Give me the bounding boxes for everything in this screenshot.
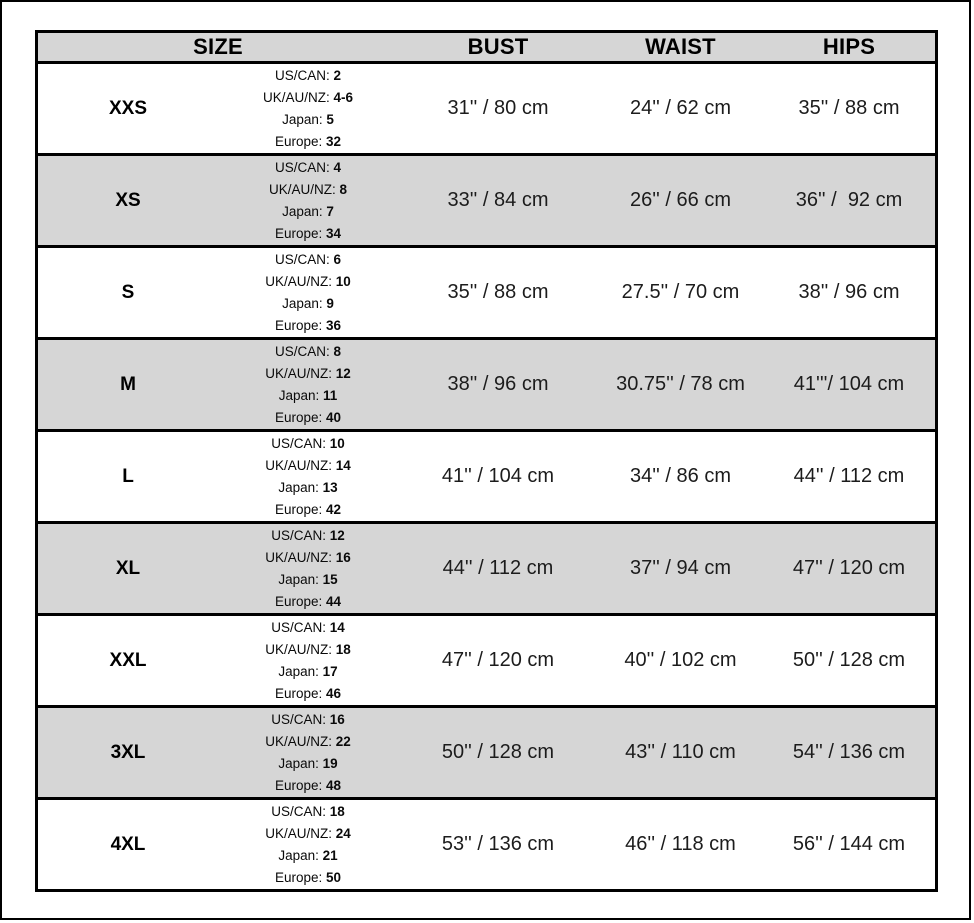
region-line <box>218 683 398 705</box>
region-sizes <box>218 617 398 705</box>
region-label: Japan: <box>278 571 319 587</box>
size-label: XL <box>115 557 141 579</box>
region-value: 46 <box>326 685 342 701</box>
region-line <box>218 179 398 201</box>
region-value: 10 <box>329 435 345 451</box>
region-value: 2 <box>333 67 342 83</box>
region-value: 12 <box>329 527 345 543</box>
region-label: Japan: <box>278 479 319 495</box>
waist-value: 46'' / 118 cm <box>625 833 736 855</box>
table-row-xxs <box>38 64 935 156</box>
region-label: Europe: <box>274 593 323 609</box>
hips-value: 38'' / 96 cm <box>798 281 900 303</box>
region-line <box>218 499 398 521</box>
region-line <box>218 315 398 337</box>
region-value: 14 <box>335 457 351 473</box>
region-label: Japan: <box>282 111 323 127</box>
region-line <box>218 385 398 407</box>
region-label: Japan: <box>278 847 319 863</box>
region-value: 8 <box>333 343 342 359</box>
region-label: US/CAN: <box>271 711 326 727</box>
region-value: 24 <box>335 825 351 841</box>
region-sizes <box>218 709 398 797</box>
region-value: 48 <box>326 777 342 793</box>
region-label: UK/AU/NZ: <box>265 365 332 381</box>
bust-value: 41'' / 104 cm <box>441 465 555 487</box>
region-label: Europe: <box>274 225 323 241</box>
region-line <box>218 823 398 845</box>
region-line <box>218 775 398 797</box>
region-label: Europe: <box>274 685 323 701</box>
region-value: 10 <box>335 273 351 289</box>
region-label: US/CAN: <box>274 67 330 83</box>
region-line <box>218 845 398 867</box>
bust-value: 33'' / 84 cm <box>447 189 549 211</box>
bust-value: 50'' / 128 cm <box>441 741 555 763</box>
header-size: SIZE <box>193 34 243 59</box>
table-row-xl <box>38 524 935 616</box>
region-value: 22 <box>335 733 351 749</box>
region-label: UK/AU/NZ: <box>262 89 330 105</box>
waist-value: 40'' / 102 cm <box>624 649 737 671</box>
hips-value: 35'' / 88 cm <box>798 97 900 119</box>
region-label: Europe: <box>274 133 323 149</box>
region-value: 44 <box>326 593 342 609</box>
region-line <box>218 157 398 179</box>
region-line <box>218 455 398 477</box>
region-value: 40 <box>326 409 342 425</box>
table-header <box>38 33 935 64</box>
size-label: M <box>120 373 136 395</box>
region-line <box>218 271 398 293</box>
waist-value: 30.75'' / 78 cm <box>616 373 745 395</box>
region-value: 19 <box>322 755 338 771</box>
region-line <box>218 223 398 245</box>
region-label: Japan: <box>278 755 319 771</box>
region-label: Europe: <box>274 501 323 517</box>
region-value: 4-6 <box>333 89 354 105</box>
region-label: UK/AU/NZ: <box>265 457 332 473</box>
region-label: UK/AU/NZ: <box>265 273 332 289</box>
bust-value: 38'' / 96 cm <box>447 373 549 395</box>
table-row-3xl <box>38 708 935 800</box>
waist-value: 34'' / 86 cm <box>629 465 731 487</box>
region-label: US/CAN: <box>271 527 326 543</box>
hips-value: 44'' / 112 cm <box>793 465 905 487</box>
hips-value: 50'' / 128 cm <box>792 649 906 671</box>
region-value: 8 <box>339 181 348 197</box>
region-label: UK/AU/NZ: <box>265 549 332 565</box>
size-label: 4XL <box>110 833 146 855</box>
region-value: 42 <box>326 501 342 517</box>
size-label: 3XL <box>110 741 146 763</box>
region-value: 15 <box>322 571 338 587</box>
region-line <box>218 109 398 131</box>
region-sizes <box>218 525 398 613</box>
region-value: 12 <box>335 365 351 381</box>
region-line <box>218 867 398 889</box>
region-label: UK/AU/NZ: <box>268 181 336 197</box>
size-label: XXL <box>109 649 147 671</box>
region-value: 50 <box>326 869 342 885</box>
region-label: Europe: <box>274 409 323 425</box>
region-line <box>218 661 398 683</box>
region-line <box>218 249 398 271</box>
table-row-s <box>38 248 935 340</box>
region-line <box>218 569 398 591</box>
region-line <box>218 591 398 613</box>
size-chart-table <box>35 30 938 892</box>
table-row-l <box>38 432 935 524</box>
table-row-xs <box>38 156 935 248</box>
region-line <box>218 525 398 547</box>
region-label: US/CAN: <box>274 159 330 175</box>
region-label: US/CAN: <box>274 343 330 359</box>
region-value: 16 <box>335 549 351 565</box>
region-line <box>218 639 398 661</box>
header-waist: WAIST <box>645 34 716 59</box>
region-label: Japan: <box>282 295 323 311</box>
region-sizes <box>218 433 398 521</box>
region-label: Europe: <box>274 317 323 333</box>
region-line <box>218 407 398 429</box>
region-label: Japan: <box>282 203 323 219</box>
region-value: 6 <box>333 251 342 267</box>
region-label: Japan: <box>278 387 320 403</box>
region-label: UK/AU/NZ: <box>265 733 332 749</box>
region-label: US/CAN: <box>271 803 326 819</box>
region-value: 34 <box>326 225 342 241</box>
region-line <box>218 477 398 499</box>
region-label: US/CAN: <box>274 251 330 267</box>
region-line <box>218 341 398 363</box>
region-label: Europe: <box>274 869 323 885</box>
region-value: 5 <box>326 111 334 127</box>
region-value: 7 <box>326 203 334 219</box>
hips-value: 47'' / 120 cm <box>792 557 906 579</box>
region-value: 14 <box>329 619 345 635</box>
region-sizes <box>218 157 398 245</box>
region-line <box>218 547 398 569</box>
size-label: L <box>122 465 134 487</box>
size-label: XS <box>115 189 141 211</box>
waist-value: 37'' / 94 cm <box>629 557 731 579</box>
header-hips: HIPS <box>822 34 876 59</box>
waist-value: 24'' / 62 cm <box>629 97 731 119</box>
region-value: 13 <box>322 479 338 495</box>
region-line <box>218 131 398 153</box>
hips-value: 41'''/ 104 cm <box>793 373 905 395</box>
region-line <box>218 801 398 823</box>
table-row-4xl <box>38 800 935 889</box>
region-line <box>218 709 398 731</box>
region-sizes <box>218 249 398 337</box>
region-line <box>218 731 398 753</box>
region-value: 36 <box>326 317 342 333</box>
waist-value: 26'' / 66 cm <box>629 189 731 211</box>
table-row-m <box>38 340 935 432</box>
region-value: 18 <box>335 641 351 657</box>
region-value: 16 <box>329 711 345 727</box>
waist-value: 43'' / 110 cm <box>625 741 736 763</box>
hips-value: 56'' / 144 cm <box>792 833 906 855</box>
region-line <box>218 87 398 109</box>
hips-value: 54'' / 136 cm <box>792 741 906 763</box>
region-line <box>218 433 398 455</box>
region-label: US/CAN: <box>271 619 326 635</box>
region-sizes <box>218 341 398 429</box>
region-line <box>218 617 398 639</box>
region-value: 11 <box>323 387 338 403</box>
region-label: Europe: <box>274 777 323 793</box>
region-value: 18 <box>329 803 345 819</box>
size-label: S <box>121 281 135 303</box>
region-label: UK/AU/NZ: <box>265 641 332 657</box>
bust-value: 44'' / 112 cm <box>442 557 554 579</box>
region-sizes <box>218 65 398 153</box>
bust-value: 47'' / 120 cm <box>441 649 555 671</box>
region-value: 17 <box>322 663 338 679</box>
region-value: 4 <box>333 159 342 175</box>
region-value: 32 <box>326 133 342 149</box>
bust-value: 31'' / 80 cm <box>447 97 549 119</box>
region-line <box>218 65 398 87</box>
header-bust: BUST <box>467 34 529 59</box>
waist-value: 27.5'' / 70 cm <box>621 281 740 303</box>
region-value: 9 <box>326 295 334 311</box>
size-label: XXS <box>108 97 148 119</box>
hips-value: 36'' / 92 cm <box>795 189 903 211</box>
region-label: US/CAN: <box>271 435 326 451</box>
table-row-xxl <box>38 616 935 708</box>
region-line <box>218 363 398 385</box>
region-line <box>218 201 398 223</box>
bust-value: 53'' / 136 cm <box>441 833 555 855</box>
region-label: UK/AU/NZ: <box>265 825 332 841</box>
region-line <box>218 293 398 315</box>
region-line <box>218 753 398 775</box>
region-value: 21 <box>322 847 338 863</box>
bust-value: 35'' / 88 cm <box>447 281 549 303</box>
region-label: Japan: <box>278 663 319 679</box>
region-sizes <box>218 801 398 889</box>
